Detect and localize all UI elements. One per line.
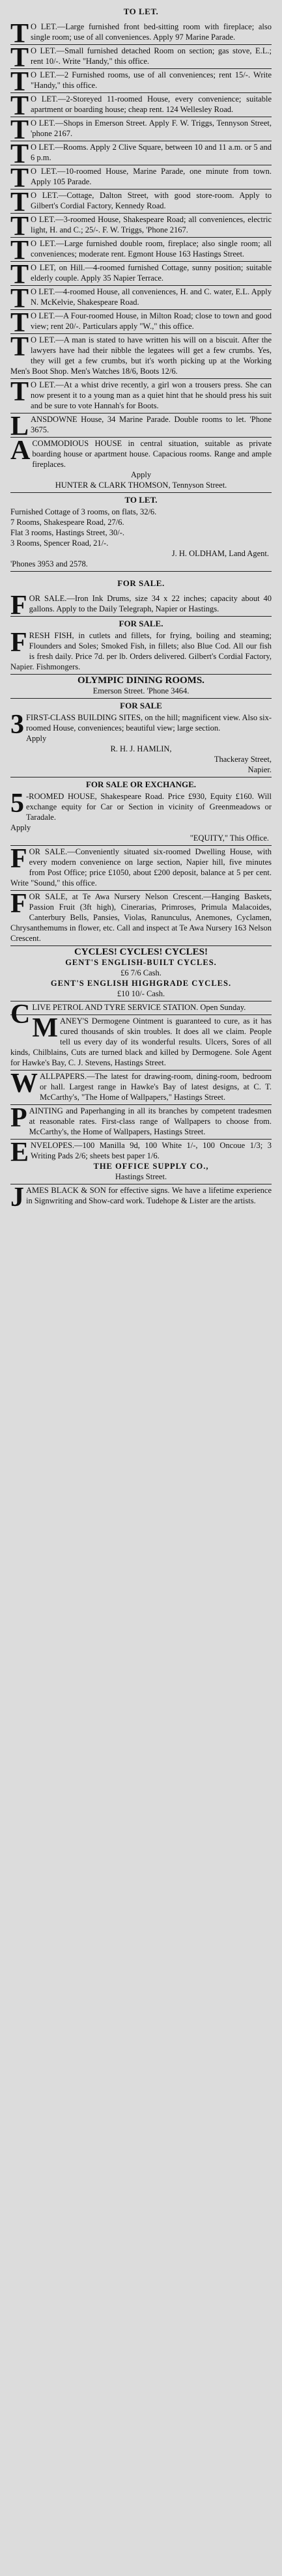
ad-signature: "EQUITY," This Office. bbox=[190, 833, 269, 843]
section-heading-for-sale: FOR SALE. bbox=[117, 578, 165, 588]
ad-title: OLYMPIC DINING ROOMS. bbox=[78, 675, 204, 686]
ad-town: Napier. bbox=[247, 765, 272, 774]
ad-wallpapers bbox=[10, 1071, 272, 1105]
ad-line: GENT'S ENGLISH HIGHGRADE CYCLES. bbox=[50, 979, 232, 988]
ad-painting bbox=[10, 1105, 272, 1140]
ad-to-let bbox=[10, 163, 272, 193]
ad-to-let bbox=[10, 91, 272, 121]
ad-to-let bbox=[10, 115, 272, 145]
ad-olympic bbox=[10, 675, 272, 699]
ad-text: O LET.—3-roomed House, Shakespeare Road; all conveniences, electric light, H. and C.; 25/-. F. W. Triggs, 'Phone 2167. bbox=[31, 215, 272, 234]
ad-apply: Apply bbox=[26, 734, 47, 743]
ad-to-let bbox=[10, 139, 272, 169]
to-let-list bbox=[10, 21, 272, 413]
drop-cap: L bbox=[10, 412, 29, 441]
ad-heading: FOR SALE OR EXCHANGE. bbox=[85, 779, 197, 789]
ad-line: GENT'S ENGLISH-BUILT CYCLES. bbox=[65, 958, 217, 967]
ad-heading: CYCLES! CYCLES! CYCLES! bbox=[74, 947, 208, 957]
drop-cap: J bbox=[10, 1183, 24, 1212]
classified-column bbox=[0, 0, 282, 1212]
block-phones: 'Phones 3953 and 2578. bbox=[10, 559, 88, 568]
drop-cap: W bbox=[10, 1069, 38, 1099]
block-heading: TO LET. bbox=[124, 495, 158, 505]
ad-cycles bbox=[10, 946, 272, 1001]
drop-cap: T bbox=[10, 284, 29, 314]
ad-maney bbox=[10, 1015, 272, 1071]
ad-apply: Apply bbox=[10, 823, 31, 832]
block-line: 3 Rooms, Spencer Road, 21/-. bbox=[10, 539, 109, 548]
ad-text: COMMODIOUS HOUSE in central situation, suitable as private boarding house or apartment house. Capacious rooms. Range and ample fireplaces. bbox=[32, 439, 272, 469]
ad-commodious-house bbox=[10, 438, 272, 493]
ad-text: O LET.—Small furnished detached Room on section; gas stove, E.L.; rent 10/-. Write "Handy," this office. bbox=[31, 46, 272, 66]
ad-to-let bbox=[10, 67, 272, 97]
drop-cap: F bbox=[10, 889, 27, 919]
ad-to-let bbox=[10, 19, 272, 49]
ad-street: Hastings Street. bbox=[115, 1172, 167, 1181]
ad-fresh-fish bbox=[10, 617, 272, 675]
drop-cap: T bbox=[10, 308, 29, 338]
ad-address: Emerson Street. 'Phone 3464. bbox=[92, 686, 190, 695]
drop-cap: T bbox=[10, 377, 29, 407]
ad-to-let bbox=[10, 188, 272, 217]
ad-to-let-block bbox=[10, 493, 272, 572]
ad-text: O LET.—2-Storeyed 11-roomed House, every convenience; suitable apartment or boarding house; cheap rent. 124 Wellesley Road. bbox=[31, 94, 272, 114]
ad-text: O LET.—Rooms. Apply 2 Clive Square, between 10 and 11 a.m. or 5 and 6 p.m. bbox=[31, 143, 272, 162]
drop-cap: 3 bbox=[10, 710, 24, 740]
ad-lansdowne bbox=[10, 412, 272, 441]
ad-to-let bbox=[10, 212, 272, 242]
drop-cap: T bbox=[10, 212, 29, 242]
ad-text: OR SALE, at Te Awa Nursery Nelson Crescent.—Hanging Baskets, Passion Fruit (3ft high), Cinerarias, Primroses, Primula Malacoides, Canterbury Bells, Pansies, Violas, Ranunculus, Anemones, Cyclamen, Chrysanthemums in flower, etc. Call and inspect at Te Awa Nursery 163 Nelson Crescent. bbox=[10, 892, 272, 943]
ad-company: THE OFFICE SUPPLY CO., bbox=[93, 1162, 209, 1171]
ad-text: O LET.—2 Furnished rooms, use of all conveniences; rent 15/-. Write "Handy," this office. bbox=[31, 70, 272, 90]
drop-cap: 5 bbox=[10, 789, 24, 819]
ad-text: RESH FISH, in cutlets and fillets, for frying, boiling and steaming; Flounders and Soles; Smoked Fish, in fillets; also Blue Cod. All our fish is fresh daily. Price 7d. per lb. Orders delivered. Gilbert's Cordial Factory, Napier. Fishmongers. bbox=[10, 631, 272, 671]
ad-building-sites bbox=[10, 699, 272, 777]
ad-nursery bbox=[10, 891, 272, 946]
ad-text: AINTING and Paperhanging in all its branches by competent tradesmen at reasonable rates. First-class range of Wallpapers to choose from. McCarthy's, the Home of Wallpapers, Hastings Street. bbox=[29, 1106, 272, 1136]
ad-text: O LET.—4-roomed House, all conveniences, H. and C. water, E.L. Apply N. McKelvie, Shakespeare Road. bbox=[31, 287, 272, 307]
ad-text: O LET.—Large furnished front bed-sitting room with fireplace; also single room; use of all conveniences. Apply 97 Marine Parade. bbox=[31, 22, 272, 42]
drop-cap: T bbox=[10, 43, 29, 73]
ad-text: OR SALE.—Conveniently situated six-roomed Dwelling House, with every modern convenience on large section, Napier hill, five minutes from Post Office; price £1050, about £200 deposit, balance at 5 per cent. Write "Sound," this office. bbox=[10, 847, 272, 888]
ad-text: O LET.—10-roomed House, Marine Parade, one minute from town. Apply 105 Parade. bbox=[31, 167, 272, 186]
block-line: 7 Rooms, Shakespeare Road, 27/6. bbox=[10, 518, 124, 527]
ad-agent: R. H. J. HAMLIN, bbox=[110, 744, 172, 753]
ad-apply: Apply bbox=[130, 470, 152, 479]
ad-to-let bbox=[10, 308, 272, 338]
ad-price: £6 7/6 Cash. bbox=[120, 968, 162, 977]
drop-cap: T bbox=[10, 236, 29, 266]
ad-text: ANEY'S Dermogene Ointment is guaranteed to cure, as it has cured thousands of skin troubles. It does all we claim. People tell us every day of its wonderful results. Ulcers, Sores of all kinds, Chilblains, Cuts are turned black and killed by Dermogene. Sole Agent for Hawke's Bay, C. J. Stevens, Hastings Street. bbox=[10, 1016, 272, 1067]
ad-street: Thackeray Street, bbox=[214, 755, 272, 764]
section-heading-to-let: TO LET. bbox=[123, 7, 159, 16]
drop-cap: F bbox=[10, 591, 27, 621]
drop-cap: M bbox=[32, 1013, 58, 1043]
ad-heading: FOR SALE. bbox=[119, 619, 163, 628]
drop-cap: E bbox=[10, 1138, 29, 1168]
block-line: Flat 3 rooms, Hastings Street, 30/-. bbox=[10, 528, 124, 537]
ad-to-let bbox=[10, 260, 272, 290]
ad-to-let bbox=[10, 236, 272, 266]
ad-text: AMES BLACK & SON for effective signs. We have a lifetime experience in Signwriting and Show-card work. Tudehope & Lister are the artists. bbox=[26, 1186, 272, 1205]
ad-to-let bbox=[10, 334, 272, 379]
ad-price: £10 10/- Cash. bbox=[117, 989, 165, 998]
ad-text: LIVE PETROL AND TYRE SERVICE STATION. Open Sunday. bbox=[32, 1003, 246, 1012]
block-agent: J. H. OLDHAM, Land Agent. bbox=[171, 549, 269, 558]
ad-text: O LET.—A Four-roomed House, in Milton Road; close to town and good view; rent 20/-. Particulars apply "W.," this office. bbox=[31, 311, 272, 331]
ad-dwelling bbox=[10, 846, 272, 891]
ad-text: FIRST-CLASS BUILDING SITES, on the hill; magnificent view. Also six-roomed House, conveniences; beautiful view; large section. bbox=[26, 713, 272, 733]
drop-cap: C bbox=[10, 1000, 31, 1029]
ad-to-let bbox=[10, 43, 272, 73]
ad-text: O LET.—At a whist drive recently, a girl won a trousers press. She can now present it to a young man as a quiet hint that he should press his suit and be sure to vote Hannah's for Boots. bbox=[31, 380, 272, 410]
drop-cap: T bbox=[10, 139, 29, 169]
ad-heading: FOR SALE bbox=[120, 701, 162, 710]
ad-ink-drums bbox=[10, 591, 272, 621]
drop-cap: T bbox=[10, 19, 29, 49]
ad-text: O LET.—A man is stated to have written his will on a biscuit. After the lawyers have had their nibble the legatees will get a few crumbs. Yes, they will get a few crumbs, but it's worth picking up at the Working Men's Boot Shop. Men's Watches 18/6, Boots 12/6. bbox=[10, 335, 272, 376]
drop-cap: F bbox=[10, 844, 27, 874]
ad-text: O LET.—Shops in Emerson Street. Apply F. W. Triggs, Tennyson Street, 'phone 2167. bbox=[31, 119, 272, 138]
drop-cap: T bbox=[10, 260, 29, 290]
ad-text: NVELOPES.—100 Manilla 9d, 100 White 1/-, 100 Oncoue 1/3; 3 Writing Pads 2/6; sheets best paper 1/6. bbox=[31, 1141, 272, 1160]
ad-text: ALLPAPERS.—The latest for drawing-room, dining-room, bedroom or hall. Largest range in Hawke's Bay of latest designs, at C. T. McCarthy's, "The Home of Wallpapers," Hastings Street. bbox=[40, 1072, 272, 1102]
drop-cap: T bbox=[10, 163, 29, 193]
ad-envelopes bbox=[10, 1140, 272, 1184]
drop-cap: P bbox=[10, 1103, 27, 1133]
drop-cap: T bbox=[10, 67, 29, 97]
ad-exchange bbox=[10, 777, 272, 846]
ad-text: O LET, on Hill.—4-roomed furnished Cottage, sunny position; suitable elderly couple. Apply 35 Napier Terrace. bbox=[31, 263, 272, 283]
ad-to-let bbox=[10, 284, 272, 314]
drop-cap: F bbox=[10, 628, 27, 658]
ad-text: -ROOMED HOUSE, Shakespeare Road. Price £930, Equity £160. Will exchange equity for Car or Section in vicinity of Greenmeadows or Taradale. bbox=[26, 792, 272, 822]
ad-text: O LET.—Cottage, Dalton Street, with good store-room. Apply to Gilbert's Cordial Factory, Kennedy Road. bbox=[31, 191, 272, 210]
drop-cap: A bbox=[10, 436, 31, 466]
ad-text: OR SALE.—Iron Ink Drums, size 34 x 22 inches; capacity about 40 gallons. Apply to the Daily Telegraph, Napier or Hastings. bbox=[29, 594, 272, 613]
drop-cap: T bbox=[10, 115, 29, 145]
ad-text: O LET.—Large furnished double room, fireplace; also single room; all conveniences; moderate rent. Egmont House 163 Hastings Street. bbox=[31, 239, 272, 259]
ad-agent: HUNTER & CLARK THOMSON, Tennyson Street. bbox=[55, 481, 227, 490]
drop-cap: T bbox=[10, 332, 29, 362]
ad-text: ANSDOWNE House, 34 Marine Parade. Double rooms to let. 'Phone 3675. bbox=[31, 415, 272, 434]
ad-to-let bbox=[10, 379, 272, 413]
drop-cap: T bbox=[10, 188, 29, 217]
block-line: Furnished Cottage of 3 rooms, on flats, 32/6. bbox=[10, 507, 157, 516]
drop-cap: T bbox=[10, 91, 29, 121]
ad-james-black bbox=[10, 1183, 272, 1212]
